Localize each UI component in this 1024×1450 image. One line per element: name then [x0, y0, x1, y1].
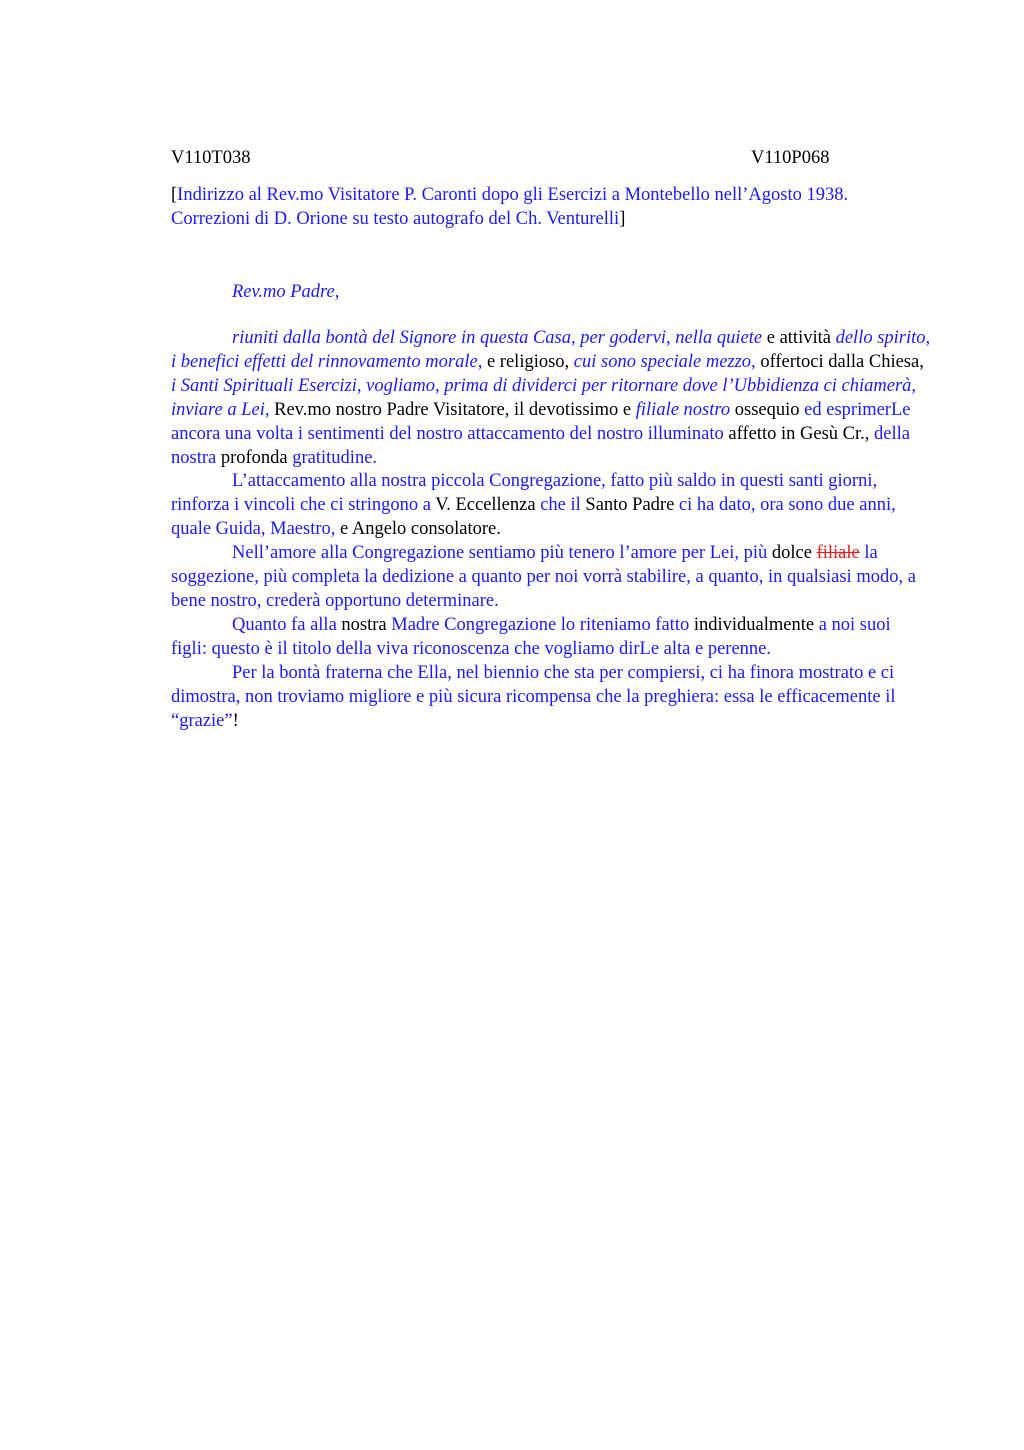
paragraph — [171, 542, 931, 614]
text-run: filiale nostro — [635, 399, 731, 420]
text-run: dello spirito, i benefici effetti del rinnovamento morale, — [171, 328, 931, 372]
text-run: affetto in Gesù Cr., — [723, 423, 875, 444]
deleted-text: filiale — [816, 543, 860, 564]
paragraph — [171, 327, 931, 470]
text-run: riuniti dalla bontà del Signore in questa Casa, per godervi, nella quiete — [232, 328, 763, 348]
salutation: Rev.mo Padre, — [232, 282, 340, 302]
text-run: Per la bontà fraterna che Ella, nel biennio che sta per compiersi, ci ha finora mostrato e ci dimostra, non troviamo migliore e più sicura ricompensa che la preghiera: essa le efficacemente il “grazie” — [171, 662, 896, 731]
text-run: individualmente — [689, 614, 819, 635]
text-run: gratitudine. — [292, 447, 378, 468]
text-run: i Santi Spirituali Esercizi, vogliamo, prima di dividerci per ritornare dove l’Ubbidienza ci chiamerà, inviare a Lei, — [171, 375, 917, 420]
text-run: e attività — [762, 328, 836, 348]
note-open-bracket: [ — [171, 185, 178, 205]
editorial-note — [171, 184, 931, 231]
note-text: Indirizzo al Rev.mo Visitatore P. Caronti dopo gli Esercizi a Montebello nell’Agosto 1938. Correzioni di D. Orione su testo autografo del Ch. Venturelli — [171, 185, 849, 229]
text-run: a noi suoi figli: questo è il titolo della viva riconoscenza che vogliamo dirLe alta e perenne. — [171, 614, 891, 659]
text-run: della nostra — [171, 423, 910, 468]
text-run: dolce — [767, 543, 817, 564]
paragraph — [171, 614, 931, 662]
text-run: V. Eccellenza — [430, 495, 541, 516]
text-run: ossequio — [730, 399, 805, 420]
text-run: offertoci dalla Chiesa, — [755, 351, 924, 372]
document-page — [171, 146, 931, 733]
text-run: Madre Congregazione lo riteniamo fatto — [391, 614, 690, 635]
text-run: cui sono speciale mezzo, — [573, 351, 756, 372]
text-run: Nell’amore alla Congregazione sentiamo più tenero l’amore per Lei, più — [232, 543, 768, 564]
text-run: Santo Padre — [580, 495, 679, 516]
note-close-bracket: ] — [619, 208, 626, 229]
text-run: Rev.mo nostro Padre Visitatore, il devotissimo e — [269, 399, 636, 420]
text-run: e religioso, — [482, 351, 574, 372]
paragraph — [171, 470, 931, 542]
text-run: la soggezione, più completa la dedizione a quanto per noi vorrà stabilire, a quanto, in qualsiasi modo, a bene nostro, crederà opportuno determinare. — [171, 543, 916, 611]
text-run: profonda — [216, 447, 293, 468]
text-id: V110T038 — [171, 148, 251, 168]
text-run: ci ha dato, ora sono due anni, quale Guida, Maestro, — [171, 495, 896, 540]
text-run: ed esprimerLe ancora una volta i sentimenti del nostro attaccamento del nostro illuminato — [171, 399, 911, 444]
paragraph — [171, 662, 931, 734]
text-run: ! — [232, 710, 239, 731]
document-ids — [171, 146, 931, 170]
text-run: nostra — [336, 614, 392, 635]
text-run: Quanto fa alla — [232, 614, 337, 635]
text-run: L’attaccamento alla nostra piccola Congregazione, fatto più saldo in questi santi giorni, rinforza i vincoli che ci stringono a — [171, 471, 878, 516]
text-run: e Angelo consolatore. — [335, 519, 501, 540]
text-run: che il — [540, 495, 581, 516]
letter-body — [171, 327, 931, 733]
page-id: V110P068 — [751, 148, 830, 168]
